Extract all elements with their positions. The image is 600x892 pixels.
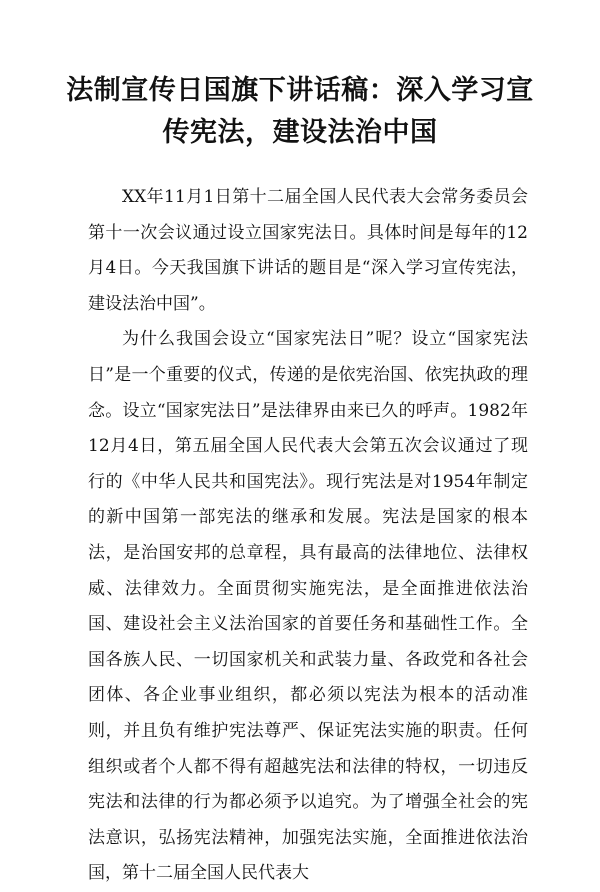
title-line-1: 法制宣传日国旗下讲话稿：深入学习宣 (66, 75, 534, 106)
paragraph-1: XX年11月1日第十二届全国人民代表大会常务委员会第十一次会议通过设立国家宪法日。具体时间是每年的12月4日。今天我国旗下讲话的题目是“深入学习宣传宪法，建设法治中国”。 (88, 187, 528, 314)
title-line-2: 传宪法，建设法治中国 (162, 117, 438, 148)
document-title (40, 70, 560, 154)
paragraph-2: 为什么我国会设立“国家宪法日”呢？设立“国家宪法日”是一个重要的仪式，传递的是依宪治国、依宪执政的理念。设立“国家宪法日”是法律界由来已久的呼声。1982年12月4日，第五届全国人民代表大会第五次会议通过了现行的《中华人民共和国宪法》。现行宪法是对1954年制定的新中国第一部宪法的继承和发展。宪法是国家的根本法，是治国安邦的总章程，具有最高的法律地位、法律权威、法律效力。全面贯彻实施宪法，是全面推进依法治国、建设社会主义法治国家的首要任务和基础性工作。全国各族人民、一切国家机关和武装力量、各政党和各社会团体、各企业事业组织，都必须以宪法为根本的活动准则，并且负有维护宪法尊严、保证宪法实施的职责。任何组织或者个人都不得有超越宪法和法律的特权，一切违反宪法和法律的行为都必须予以追究。为了增强全社会的宪法意识，弘扬宪法精神，加强宪法实施，全面推进依法治国，第十二届全国人民代表大 (88, 329, 528, 884)
document-body (88, 180, 528, 892)
